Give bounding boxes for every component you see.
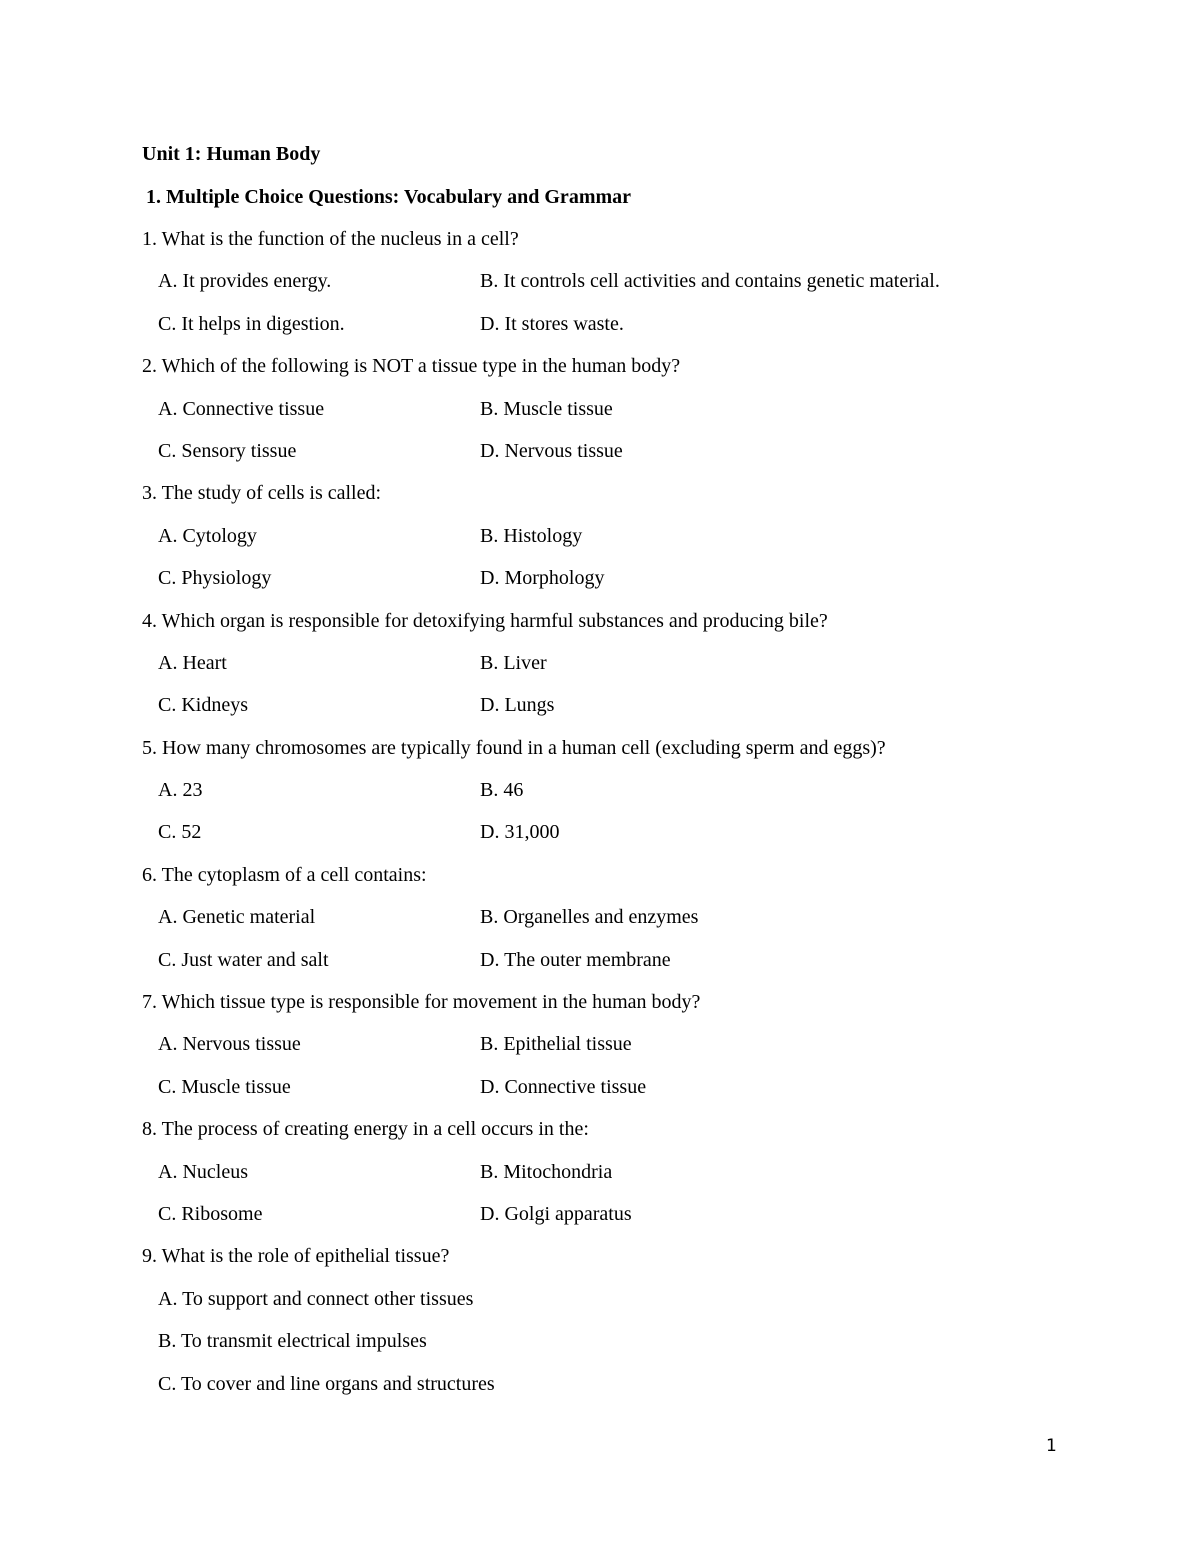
option-a: A. Connective tissue <box>158 397 325 420</box>
option-b: B. Organelles and enzymes <box>480 906 699 929</box>
option-a: A. To support and connect other tissues <box>158 1287 474 1310</box>
question-text: 1. What is the function of the nucleus in a cell? <box>142 228 519 250</box>
question-6 <box>142 862 1102 989</box>
question-3 <box>142 480 1102 607</box>
option-c: C. Kidneys <box>158 694 248 717</box>
option-d: D. It stores waste. <box>480 312 624 335</box>
section-title: 1. Multiple Choice Questions: Vocabulary and Grammar <box>146 186 632 208</box>
option-d: D. Nervous tissue <box>480 439 623 462</box>
question-text: 4. Which organ is responsible for detoxifying harmful substances and producing bile? <box>142 609 828 632</box>
option-row <box>142 650 1102 692</box>
option-a: A. Heart <box>158 651 227 674</box>
option-row <box>142 565 1102 607</box>
option-c: C. Ribosome <box>158 1202 263 1225</box>
question-5 <box>142 735 1102 862</box>
option-b: B. Epithelial tissue <box>480 1033 632 1056</box>
option-b: B. Muscle tissue <box>480 397 613 420</box>
option-c: C. 52 <box>158 821 202 844</box>
option-c: C. Muscle tissue <box>158 1075 291 1098</box>
option-row <box>142 904 1102 946</box>
question-1 <box>142 226 1102 353</box>
option-c: C. It helps in digestion. <box>158 312 345 335</box>
option-a: A. 23 <box>158 779 203 802</box>
question-2 <box>142 353 1102 480</box>
option-row <box>142 311 1102 353</box>
option-row <box>142 777 1102 819</box>
option-b: B. To transmit electrical impulses <box>158 1330 427 1353</box>
option-d: D. 31,000 <box>480 821 560 844</box>
option-b: B. 46 <box>480 779 524 802</box>
question-8 <box>142 1116 1102 1243</box>
option-row <box>142 523 1102 565</box>
question-text: 2. Which of the following is NOT a tissue type in the human body? <box>142 355 681 378</box>
option-row <box>142 947 1102 989</box>
option-row <box>142 268 1102 310</box>
option-row <box>142 692 1102 734</box>
option-c: C. To cover and line organs and structures <box>158 1372 495 1395</box>
question-9 <box>142 1243 1102 1413</box>
question-text: 9. What is the role of epithelial tissue? <box>142 1245 450 1268</box>
option-a: A. Cytology <box>158 524 257 547</box>
option-row <box>142 1074 1102 1116</box>
option-a: A. Genetic material <box>158 906 316 929</box>
option-c: C. Just water and salt <box>158 948 329 971</box>
question-text: 5. How many chromosomes are typically found in a human cell (excluding sperm and eggs)? <box>142 736 886 759</box>
option-row <box>142 1031 1102 1073</box>
option-b: B. Histology <box>480 524 583 547</box>
option-row <box>142 1159 1102 1201</box>
option-c: C. Physiology <box>158 567 272 590</box>
option-d: D. Golgi apparatus <box>480 1202 632 1225</box>
option-row <box>142 1201 1102 1243</box>
option-d: D. Connective tissue <box>480 1075 647 1098</box>
question-text: 7. Which tissue type is responsible for movement in the human body? <box>142 991 701 1014</box>
option-row <box>142 438 1102 480</box>
option-d: D. Morphology <box>480 567 605 590</box>
question-4 <box>142 608 1102 735</box>
question-text: 8. The process of creating energy in a cell occurs in the: <box>142 1118 589 1141</box>
option-row <box>142 819 1102 861</box>
unit-title: Unit 1: Human Body <box>142 143 321 165</box>
option-row <box>142 396 1102 438</box>
question-list <box>142 226 1102 1413</box>
option-a: A. Nervous tissue <box>158 1033 301 1056</box>
option-d: D. The outer membrane <box>480 948 671 971</box>
option-c: C. Sensory tissue <box>158 439 297 462</box>
question-7 <box>142 989 1102 1116</box>
question-text: 6. The cytoplasm of a cell contains: <box>142 863 427 886</box>
option-a: A. It provides energy. <box>158 270 332 293</box>
option-b: B. It controls cell activities and contains genetic material. <box>480 270 940 293</box>
option-b: B. Mitochondria <box>480 1160 613 1183</box>
question-text: 3. The study of cells is called: <box>142 482 382 505</box>
option-a: A. Nucleus <box>158 1160 248 1183</box>
option-d: D. Lungs <box>480 694 555 717</box>
option-b: B. Liver <box>480 651 547 674</box>
page-number: 1 <box>1046 1436 1057 1456</box>
